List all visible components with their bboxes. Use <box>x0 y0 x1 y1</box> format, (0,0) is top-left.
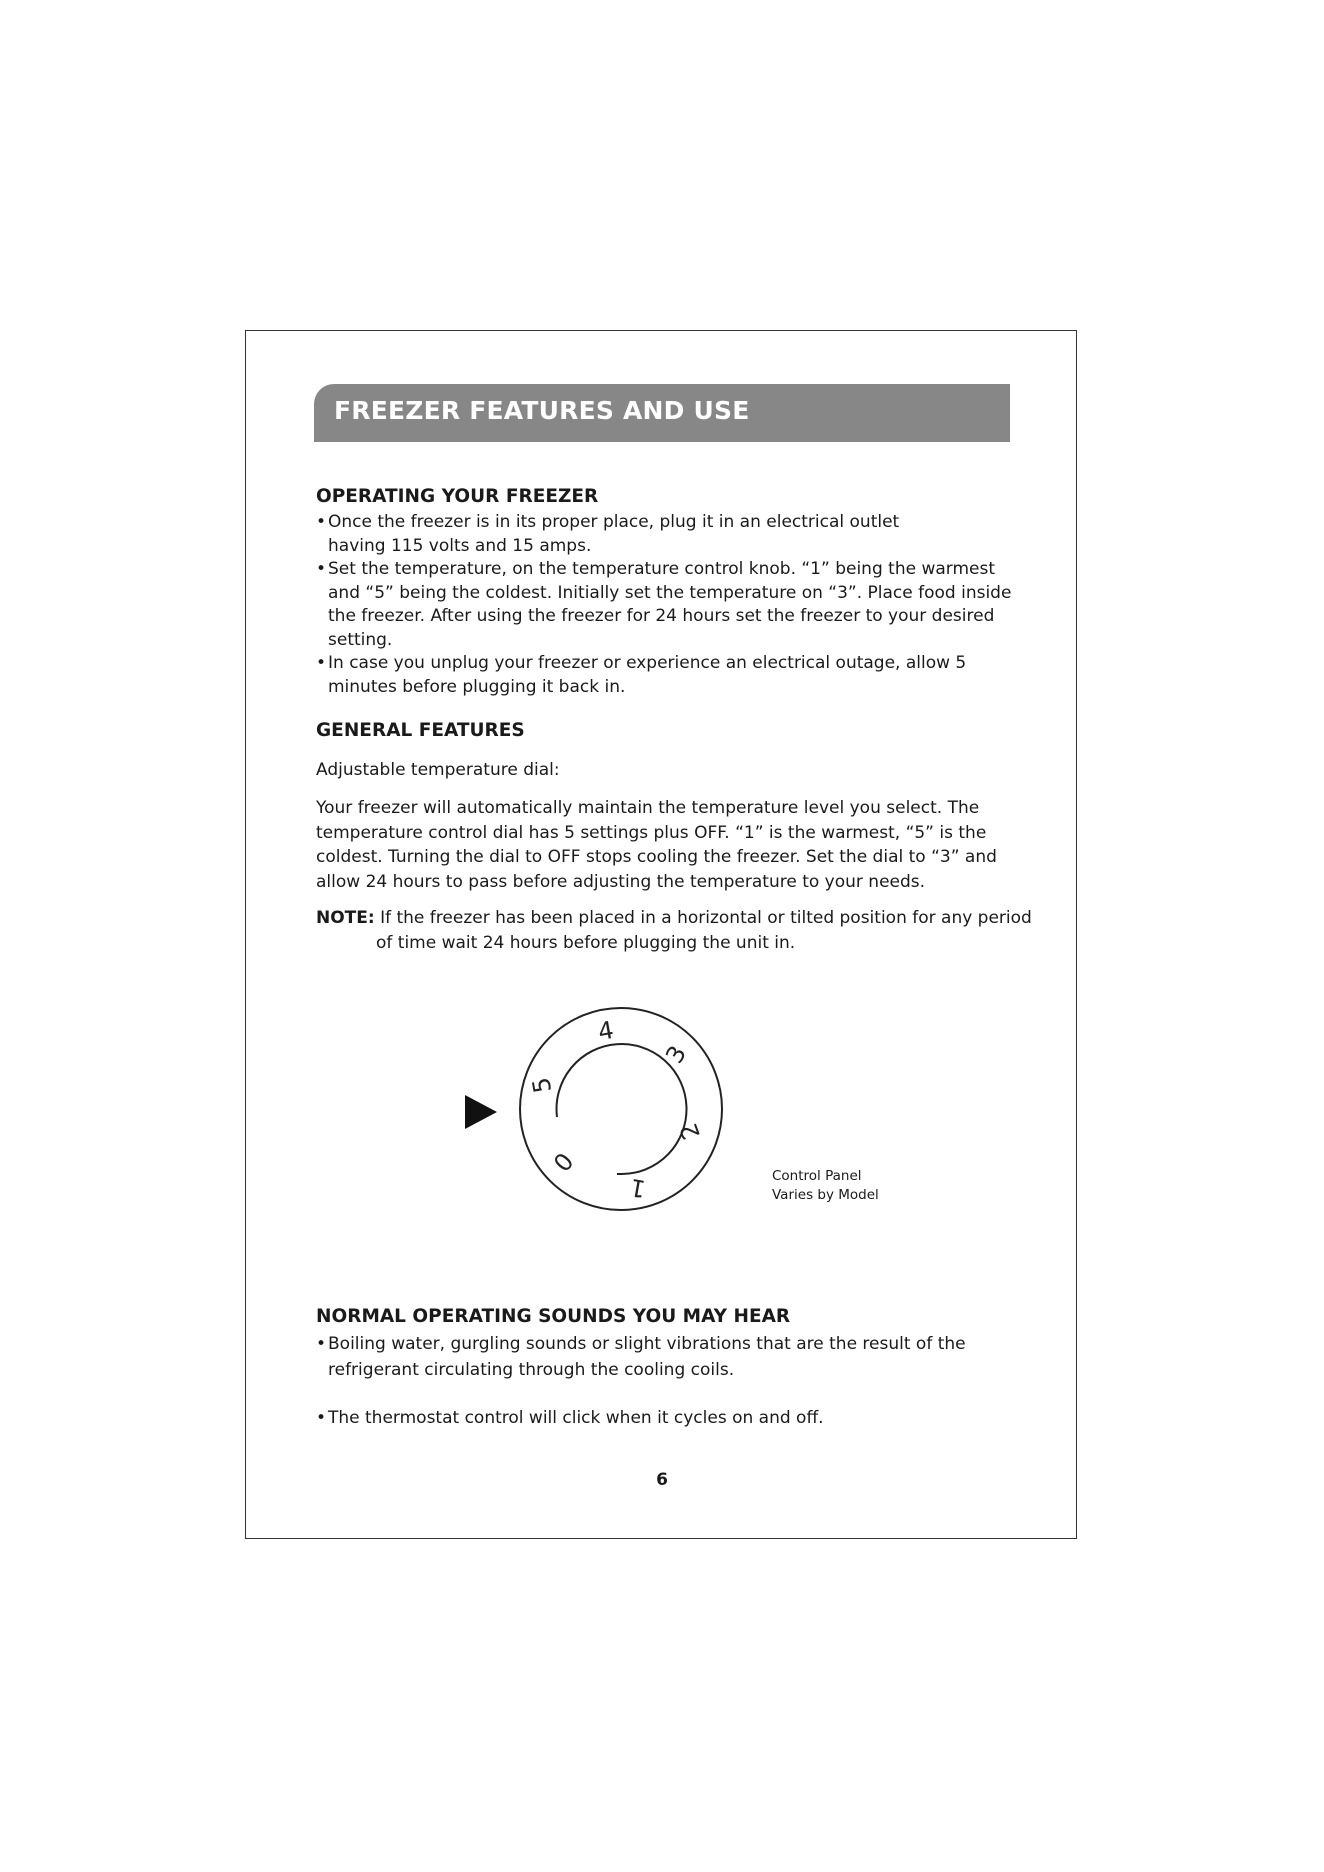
dial-label-5: 5 <box>526 1075 558 1096</box>
sounds-bullet-1: • Boiling water, gurgling sounds or slight vibrations that are the result of the refrigerant circulating through the cooling coils. <box>316 1334 966 1380</box>
dial-caption: Control Panel Varies by Model <box>772 1168 879 1203</box>
note-line-2: of time wait 24 hours before plugging the unit in. <box>376 932 796 953</box>
note-line-1: If the freezer has been placed in a horizontal or tilted position for any period <box>380 908 1032 928</box>
dial-arc-indicator <box>557 1044 687 1174</box>
dial-label-2: 2 <box>674 1119 706 1144</box>
temperature-dial-diagram <box>455 1000 735 1230</box>
page-number: 6 <box>656 1470 668 1490</box>
operating-bullet-1: • Once the freezer is in its proper place, plug it in an electrical outlet having 115 volts and 15 amps. <box>316 512 900 556</box>
general-paragraph: Your freezer will automatically maintain the temperature level you select. The temperature control dial has 5 settings plus OFF. “1” is the warmest, “5” is the coldest. Turning the dial to OFF stops cooling the freezer. Set the dial to “3” and allow 24 hours to pass before adjusting the temperature to your needs. <box>316 798 997 892</box>
operating-heading: OPERATING YOUR FREEZER <box>316 486 599 507</box>
sounds-bullet-2: • The thermostat control will click when it cycles on and off. <box>316 1408 824 1428</box>
dial-outer-ring <box>520 1008 722 1210</box>
pointer-arrow-icon <box>465 1095 497 1129</box>
general-heading: GENERAL FEATURES <box>316 720 525 741</box>
note-block <box>316 906 1032 955</box>
dial-label-3: 3 <box>660 1040 693 1069</box>
operating-bullet-2: • Set the temperature, on the temperature control knob. “1” being the warmest and “5” being the coldest. Initially set the temperature on “3”. Place food inside the freezer. After using the freezer for 24 hours set the freezer to your desired setting. <box>316 559 1012 650</box>
note-label: NOTE: <box>316 908 375 928</box>
dial-label-1: 1 <box>627 1172 648 1204</box>
operating-bullets <box>316 511 1016 699</box>
operating-bullet-3: • In case you unplug your freezer or experience an electrical outage, allow 5 minutes before plugging it back in. <box>316 653 967 697</box>
sounds-heading: NORMAL OPERATING SOUNDS YOU MAY HEAR <box>316 1306 791 1327</box>
dial-label-0: 0 <box>547 1146 579 1177</box>
section-title: FREEZER FEATURES AND USE <box>334 396 750 425</box>
general-subheading: Adjustable temperature dial: <box>316 760 560 780</box>
section-banner <box>314 384 1010 442</box>
dial-label-4: 4 <box>595 1015 616 1047</box>
